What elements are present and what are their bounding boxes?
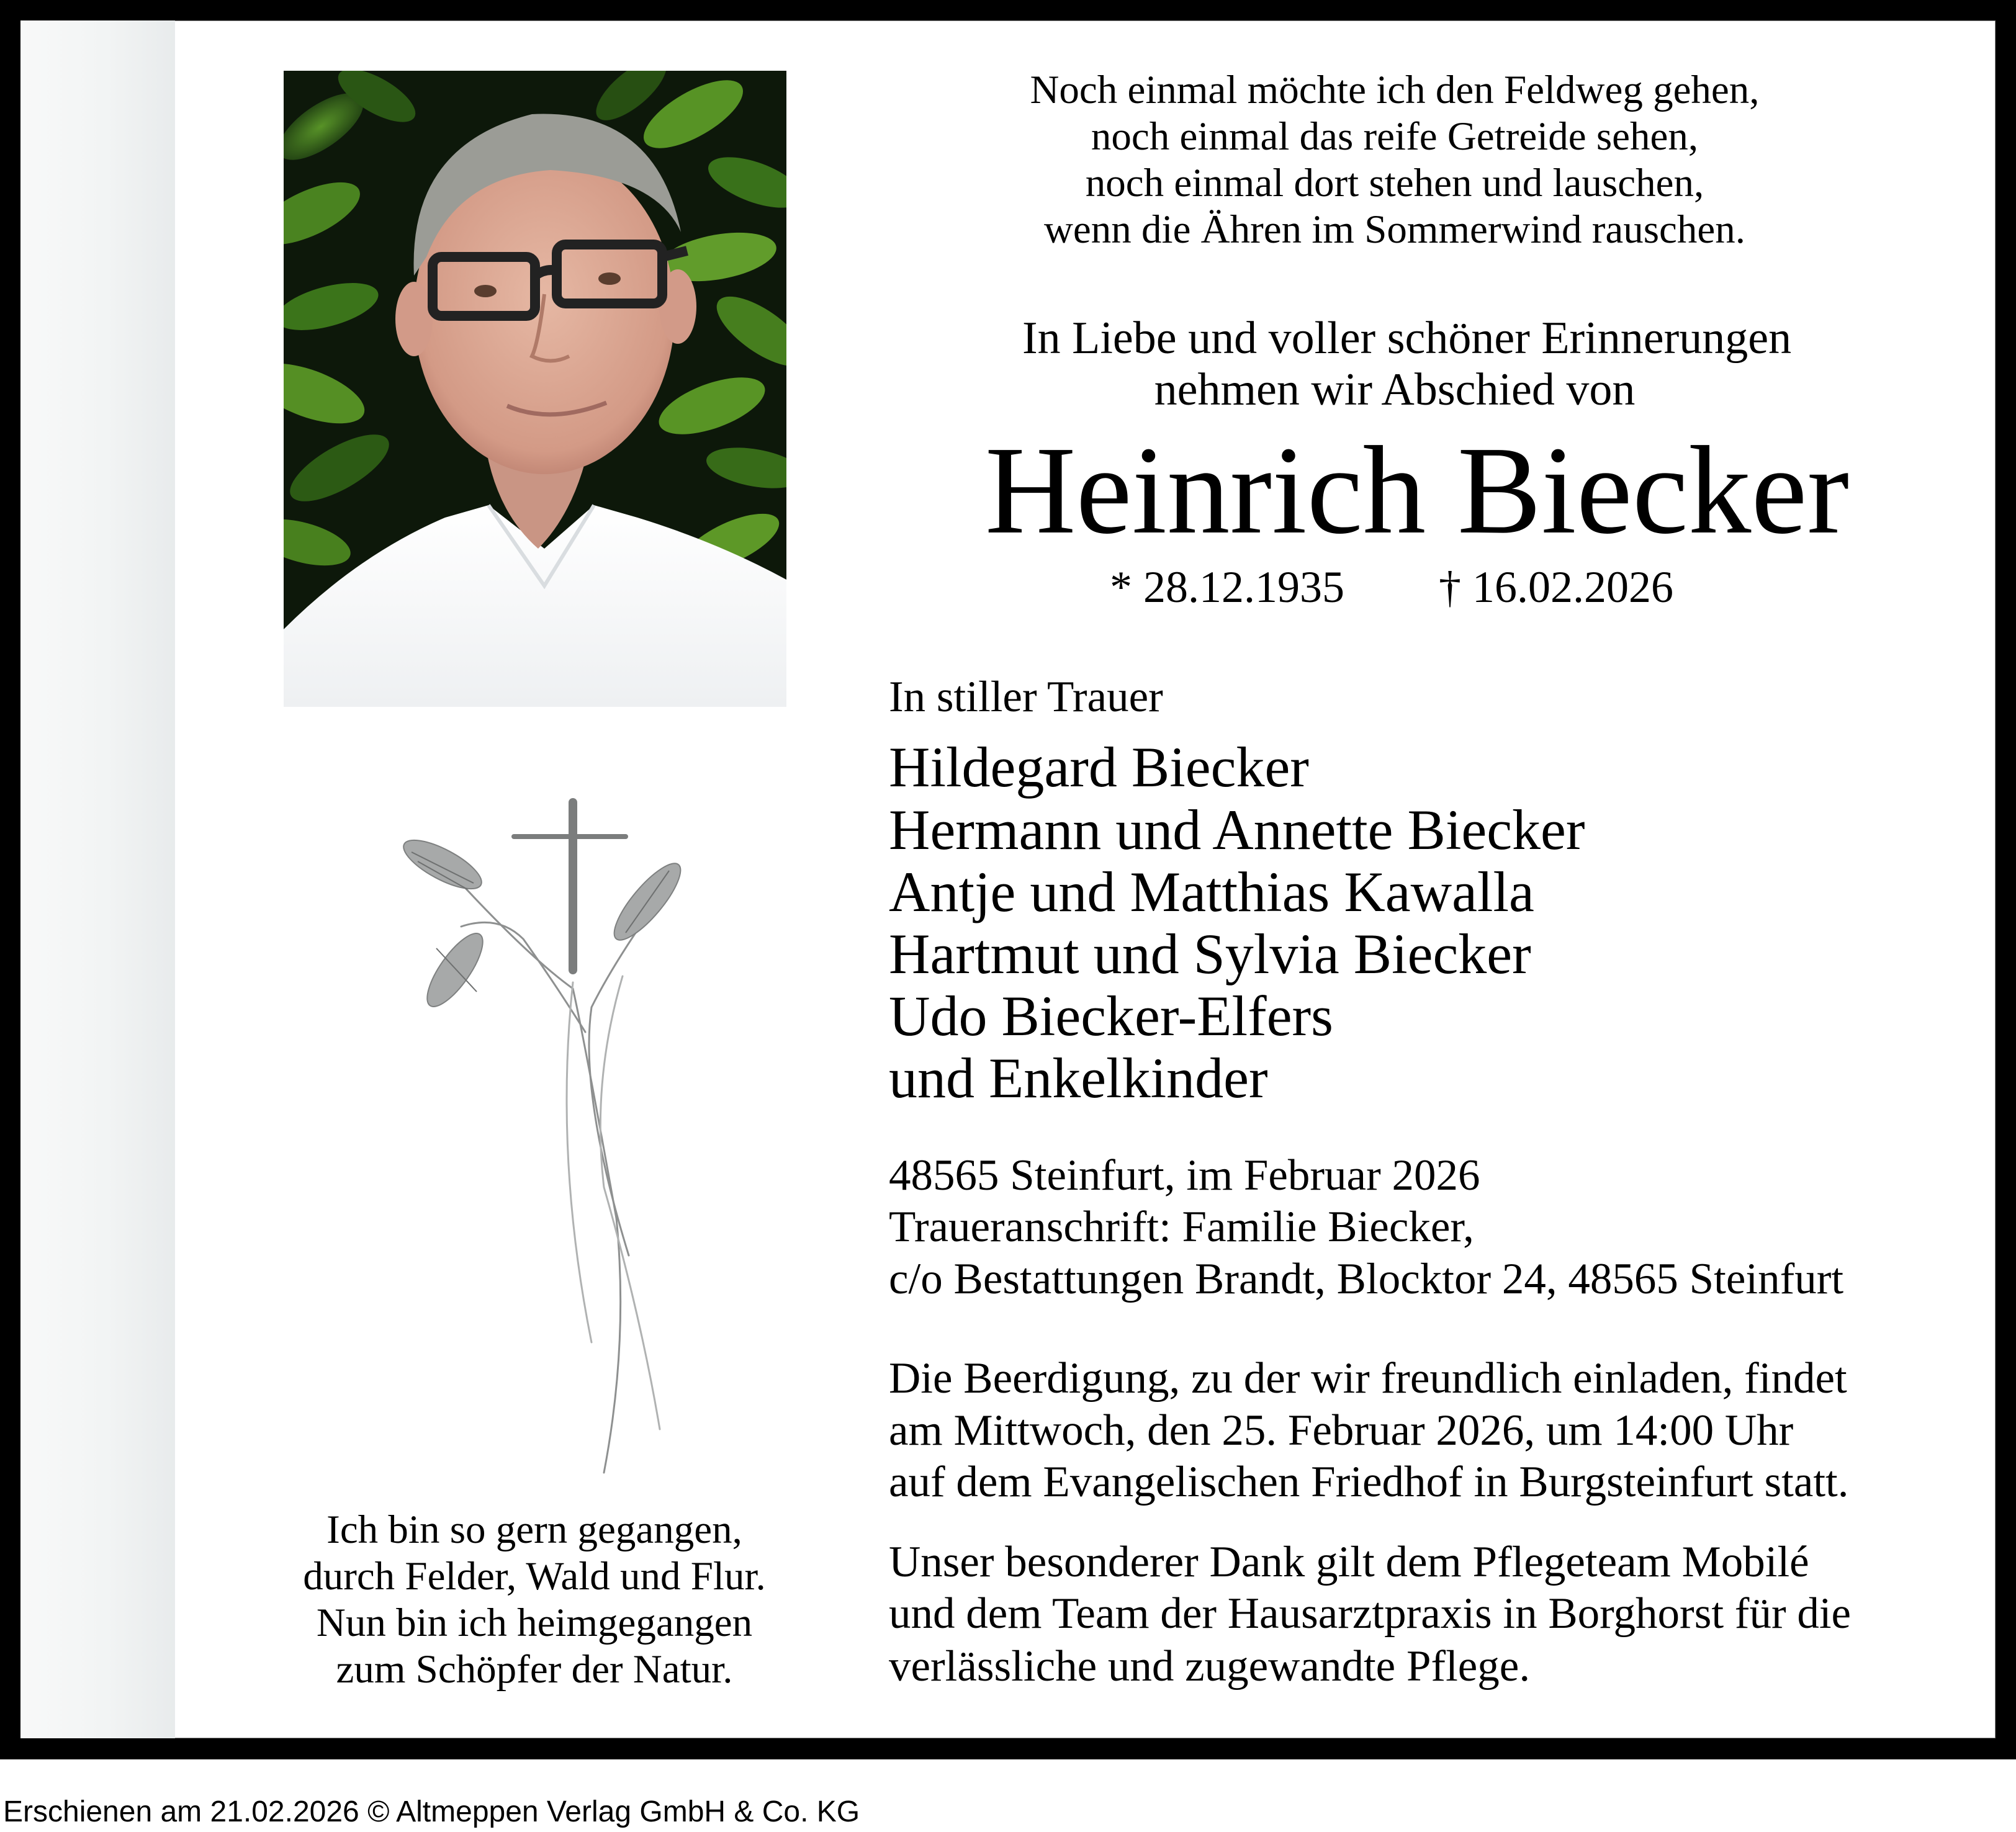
poem-line: durch Felder, Wald und Flur. [303, 1554, 766, 1599]
funeral-line: auf dem Evangelischen Friedhof in Burgsteinfurt statt. [889, 1458, 1849, 1506]
poem-line: wenn die Ähren im Sommerwind rauschen. [1043, 207, 1745, 252]
portrait-photo [284, 71, 786, 707]
mourner-name: Hildegard Biecker [889, 735, 1309, 799]
funeral-line: Die Beerdigung, zu der wir freundlich einladen, findet [889, 1354, 1847, 1403]
mourner-name: Hartmut und Sylvia Biecker [889, 922, 1531, 986]
address-line: Traueranschrift: Familie Biecker, [889, 1203, 1474, 1251]
poem-line: Nun bin ich heimgegangen [316, 1601, 753, 1645]
obituary-page [20, 20, 1996, 1738]
publication-footer: Erschienen am 21.02.2026 © Altmeppen Verlag GmbH & Co. KG [3, 1795, 860, 1828]
mourner-name: und Enkelkinder [889, 1046, 1268, 1110]
mourner-name: Hermann und Annette Biecker [889, 798, 1585, 861]
farewell-line: nehmen wir Abschied von [1154, 364, 1636, 415]
cross-with-wheat-icon [368, 784, 703, 1491]
thanks-line: und dem Team der Hausarztpraxis in Borghorst für die [889, 1589, 1852, 1638]
deceased-name: Heinrich Biecker [984, 420, 1850, 560]
side-strip [20, 20, 175, 1738]
mourner-name: Antje und Matthias Kawalla [889, 860, 1534, 923]
poem-line: Noch einmal möchte ich den Feldweg gehen, [1030, 68, 1760, 112]
poem-line: Ich bin so gern gegangen, [326, 1507, 742, 1552]
funeral-line: am Mittwoch, den 25. Februar 2026, um 14:00 Uhr [889, 1406, 1794, 1455]
farewell-line: In Liebe und voller schöner Erinnerungen [1022, 313, 1792, 364]
poem-line: zum Schöpfer der Natur. [336, 1647, 733, 1692]
birth-date: * 28.12.1935 [1110, 562, 1344, 612]
address-line: 48565 Steinfurt, im Februar 2026 [889, 1151, 1480, 1200]
thanks-line: verlässliche und zugewandte Pflege. [889, 1642, 1531, 1691]
death-date: † 16.02.2026 [1439, 562, 1673, 612]
mourner-name: Udo Biecker-Elfers [889, 984, 1333, 1048]
mourners-intro: In stiller Trauer [889, 673, 1163, 721]
poem-line: noch einmal dort stehen und lauschen, [1085, 161, 1704, 205]
poem-line: noch einmal das reife Getreide sehen, [1091, 114, 1699, 159]
thanks-line: Unser besonderer Dank gilt dem Pflegeteam Mobilé [889, 1538, 1809, 1586]
address-line: c/o Bestattungen Brandt, Blocktor 24, 48565 Steinfurt [889, 1255, 1844, 1303]
